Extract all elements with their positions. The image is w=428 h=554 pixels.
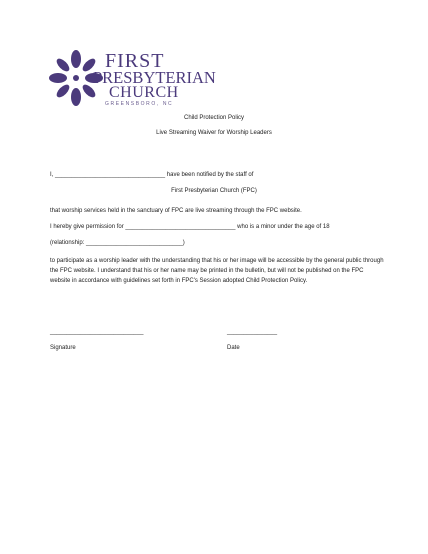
- document-subheading: Live Streaming Waiver for Worship Leaders: [156, 130, 272, 136]
- consent-paragraph: to participate as a worship leader with the understanding that his or her image will be accessible by the general public through the FPC website. I understand that his or her name may be printed in the bulletin, but will not be published on the FPC website in accordance with guidelines set forth in FPC's Session adopted Child Protection Policy.: [50, 258, 384, 284]
- notified-line: I, _________________________________ have been notified by the staff of: [50, 172, 254, 178]
- relationship-line: (relationship: _____________________________): [50, 240, 185, 246]
- signature-line: ____________________________: [50, 329, 144, 335]
- signature-label: Signature: [50, 345, 76, 351]
- permission-line: I hereby give permission for _________________________________ who is a minor under the age of 18: [50, 224, 330, 230]
- church-name-line: First Presbyterian Church (FPC): [171, 188, 257, 194]
- date-label: Date: [227, 345, 240, 351]
- logo-text-church: CHURCH: [109, 84, 179, 101]
- logo-text-city: GREENSBORO, NC: [105, 101, 174, 107]
- logo-text-presbyterian: PRESBYTERIAN: [93, 68, 216, 87]
- streaming-line: that worship services held in the sanctuary of FPC are live streaming through the FPC website.: [50, 208, 302, 214]
- church-logo: [49, 49, 216, 107]
- document-heading: Child Protection Policy: [183, 115, 245, 121]
- date-line: _______________: [227, 329, 278, 335]
- logo-text-first: FIRST: [105, 50, 165, 72]
